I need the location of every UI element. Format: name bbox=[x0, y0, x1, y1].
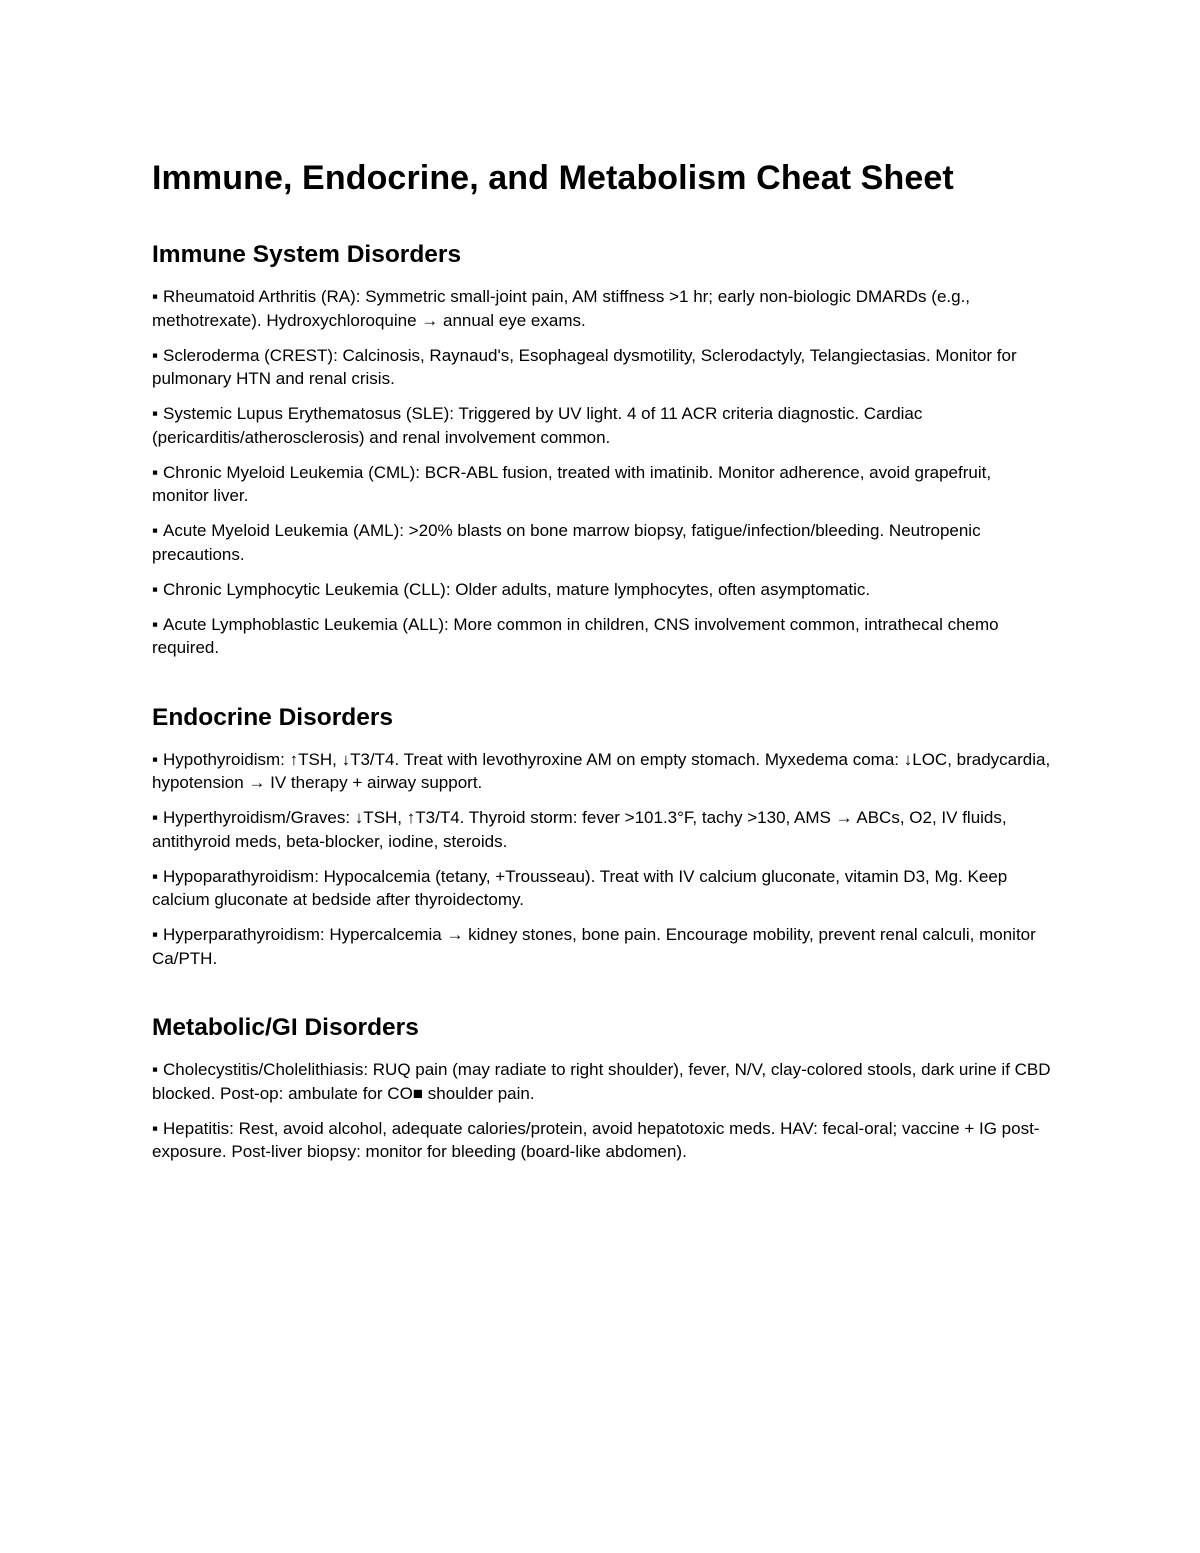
bullet-icon: ▪ bbox=[152, 614, 159, 634]
section-heading: Metabolic/GI Disorders bbox=[152, 1014, 419, 1041]
list-item-text: Rheumatoid Arthritis (RA): Symmetric small-joint pain, AM stiffness >1 hr; early non-biologic DMARDs (e.g., methotrexate). Hydroxychloroquine → annual eye exams. bbox=[152, 287, 971, 330]
bullet-icon: ▪ bbox=[152, 521, 159, 540]
list-item bbox=[152, 519, 1052, 566]
section-immune bbox=[152, 239, 1052, 660]
list-item-text: Chronic Myeloid Leukemia (CML): BCR-ABL fusion, treated with imatinib. Monitor adherence, avoid grapefruit, monitor liver. bbox=[152, 462, 992, 505]
document-page bbox=[152, 150, 1052, 1206]
list-item bbox=[152, 748, 1052, 795]
page-title: Immune, Endocrine, and Metabolism Cheat Sheet bbox=[152, 159, 954, 197]
bullet-icon: ▪ bbox=[152, 1118, 159, 1138]
list-item bbox=[152, 1117, 1052, 1164]
list-item-text: Systemic Lupus Erythematosus (SLE): Triggered by UV light. 4 of 11 ACR criteria diagnostic. Cardiac (pericarditis/atherosclerosis) and renal involvement common. bbox=[152, 404, 923, 447]
list-item-text: Acute Lymphoblastic Leukemia (ALL): More common in children, CNS involvement common, intrathecal chemo required. bbox=[152, 614, 999, 657]
bullet-icon: ▪ bbox=[152, 1060, 159, 1079]
bullet-icon: ▪ bbox=[152, 749, 159, 769]
bullet-icon: ▪ bbox=[152, 925, 159, 944]
list-item bbox=[152, 578, 1052, 602]
section-metabolic-gi bbox=[152, 1012, 1052, 1164]
bullet-icon: ▪ bbox=[152, 579, 159, 599]
bullet-icon: ▪ bbox=[152, 866, 159, 886]
bullet-icon: ▪ bbox=[152, 345, 159, 365]
list-item-text: Hypothyroidism: ↑TSH, ↓T3/T4. Treat with levothyroxine AM on empty stomach. Myxedema coma: ↓LOC, bradycardia, hypotension → IV therapy + airway support. bbox=[152, 749, 1051, 792]
list-item bbox=[152, 613, 1052, 660]
bullet-icon: ▪ bbox=[152, 404, 159, 423]
bullet-icon: ▪ bbox=[152, 287, 159, 306]
list-item-text: Hypoparathyroidism: Hypocalcemia (tetany, +Trousseau). Treat with IV calcium gluconate, vitamin D3, Mg. Keep calcium gluconate at bedside after thyroidectomy. bbox=[152, 866, 1008, 909]
list-item-text: Cholecystitis/Cholelithiasis: RUQ pain (may radiate to right shoulder), fever, N/V, clay-colored stools, dark urine if CBD blocked. Post-op: ambulate for CO■ shoulder pain. bbox=[152, 1060, 1051, 1103]
list-item-text: Hyperthyroidism/Graves: ↓TSH, ↑T3/T4. Thyroid storm: fever >101.3°F, tachy >130, AMS → ABCs, O2, IV fluids, antithyroid meds, beta-blocker, iodine, steroids. bbox=[152, 808, 1007, 851]
list-item-text: Scleroderma (CREST): Calcinosis, Raynaud's, Esophageal dysmotility, Sclerodactyly, Telangiectasias. Monitor for pulmonary HTN and renal crisis. bbox=[152, 345, 1017, 388]
list-item bbox=[152, 865, 1052, 912]
list-item bbox=[152, 806, 1052, 853]
section-heading: Immune System Disorders bbox=[152, 241, 462, 268]
list-item-text: Hyperparathyroidism: Hypercalcemia → kidney stones, bone pain. Encourage mobility, prevent renal calculi, monitor Ca/PTH. bbox=[152, 925, 1036, 968]
section-heading: Endocrine Disorders bbox=[152, 703, 393, 731]
list-item bbox=[152, 344, 1052, 391]
list-item bbox=[152, 402, 1052, 449]
list-item bbox=[152, 285, 1052, 332]
list-item bbox=[152, 923, 1052, 970]
list-item-text: Hepatitis: Rest, avoid alcohol, adequate calories/protein, avoid hepatotoxic meds. HAV: fecal-oral; vaccine + IG post-exposure. Post-liver biopsy: monitor for bleeding (board-like abdomen). bbox=[152, 1118, 1040, 1161]
list-item bbox=[152, 461, 1052, 508]
list-item-text: Chronic Lymphocytic Leukemia (CLL): Older adults, mature lymphocytes, often asymptomatic. bbox=[163, 579, 871, 599]
section-endocrine bbox=[152, 702, 1052, 971]
list-item bbox=[152, 1058, 1052, 1105]
bullet-icon: ▪ bbox=[152, 462, 159, 482]
bullet-icon: ▪ bbox=[152, 808, 159, 827]
list-item-text: Acute Myeloid Leukemia (AML): >20% blasts on bone marrow biopsy, fatigue/infection/bleeding. Neutropenic precautions. bbox=[152, 521, 981, 564]
